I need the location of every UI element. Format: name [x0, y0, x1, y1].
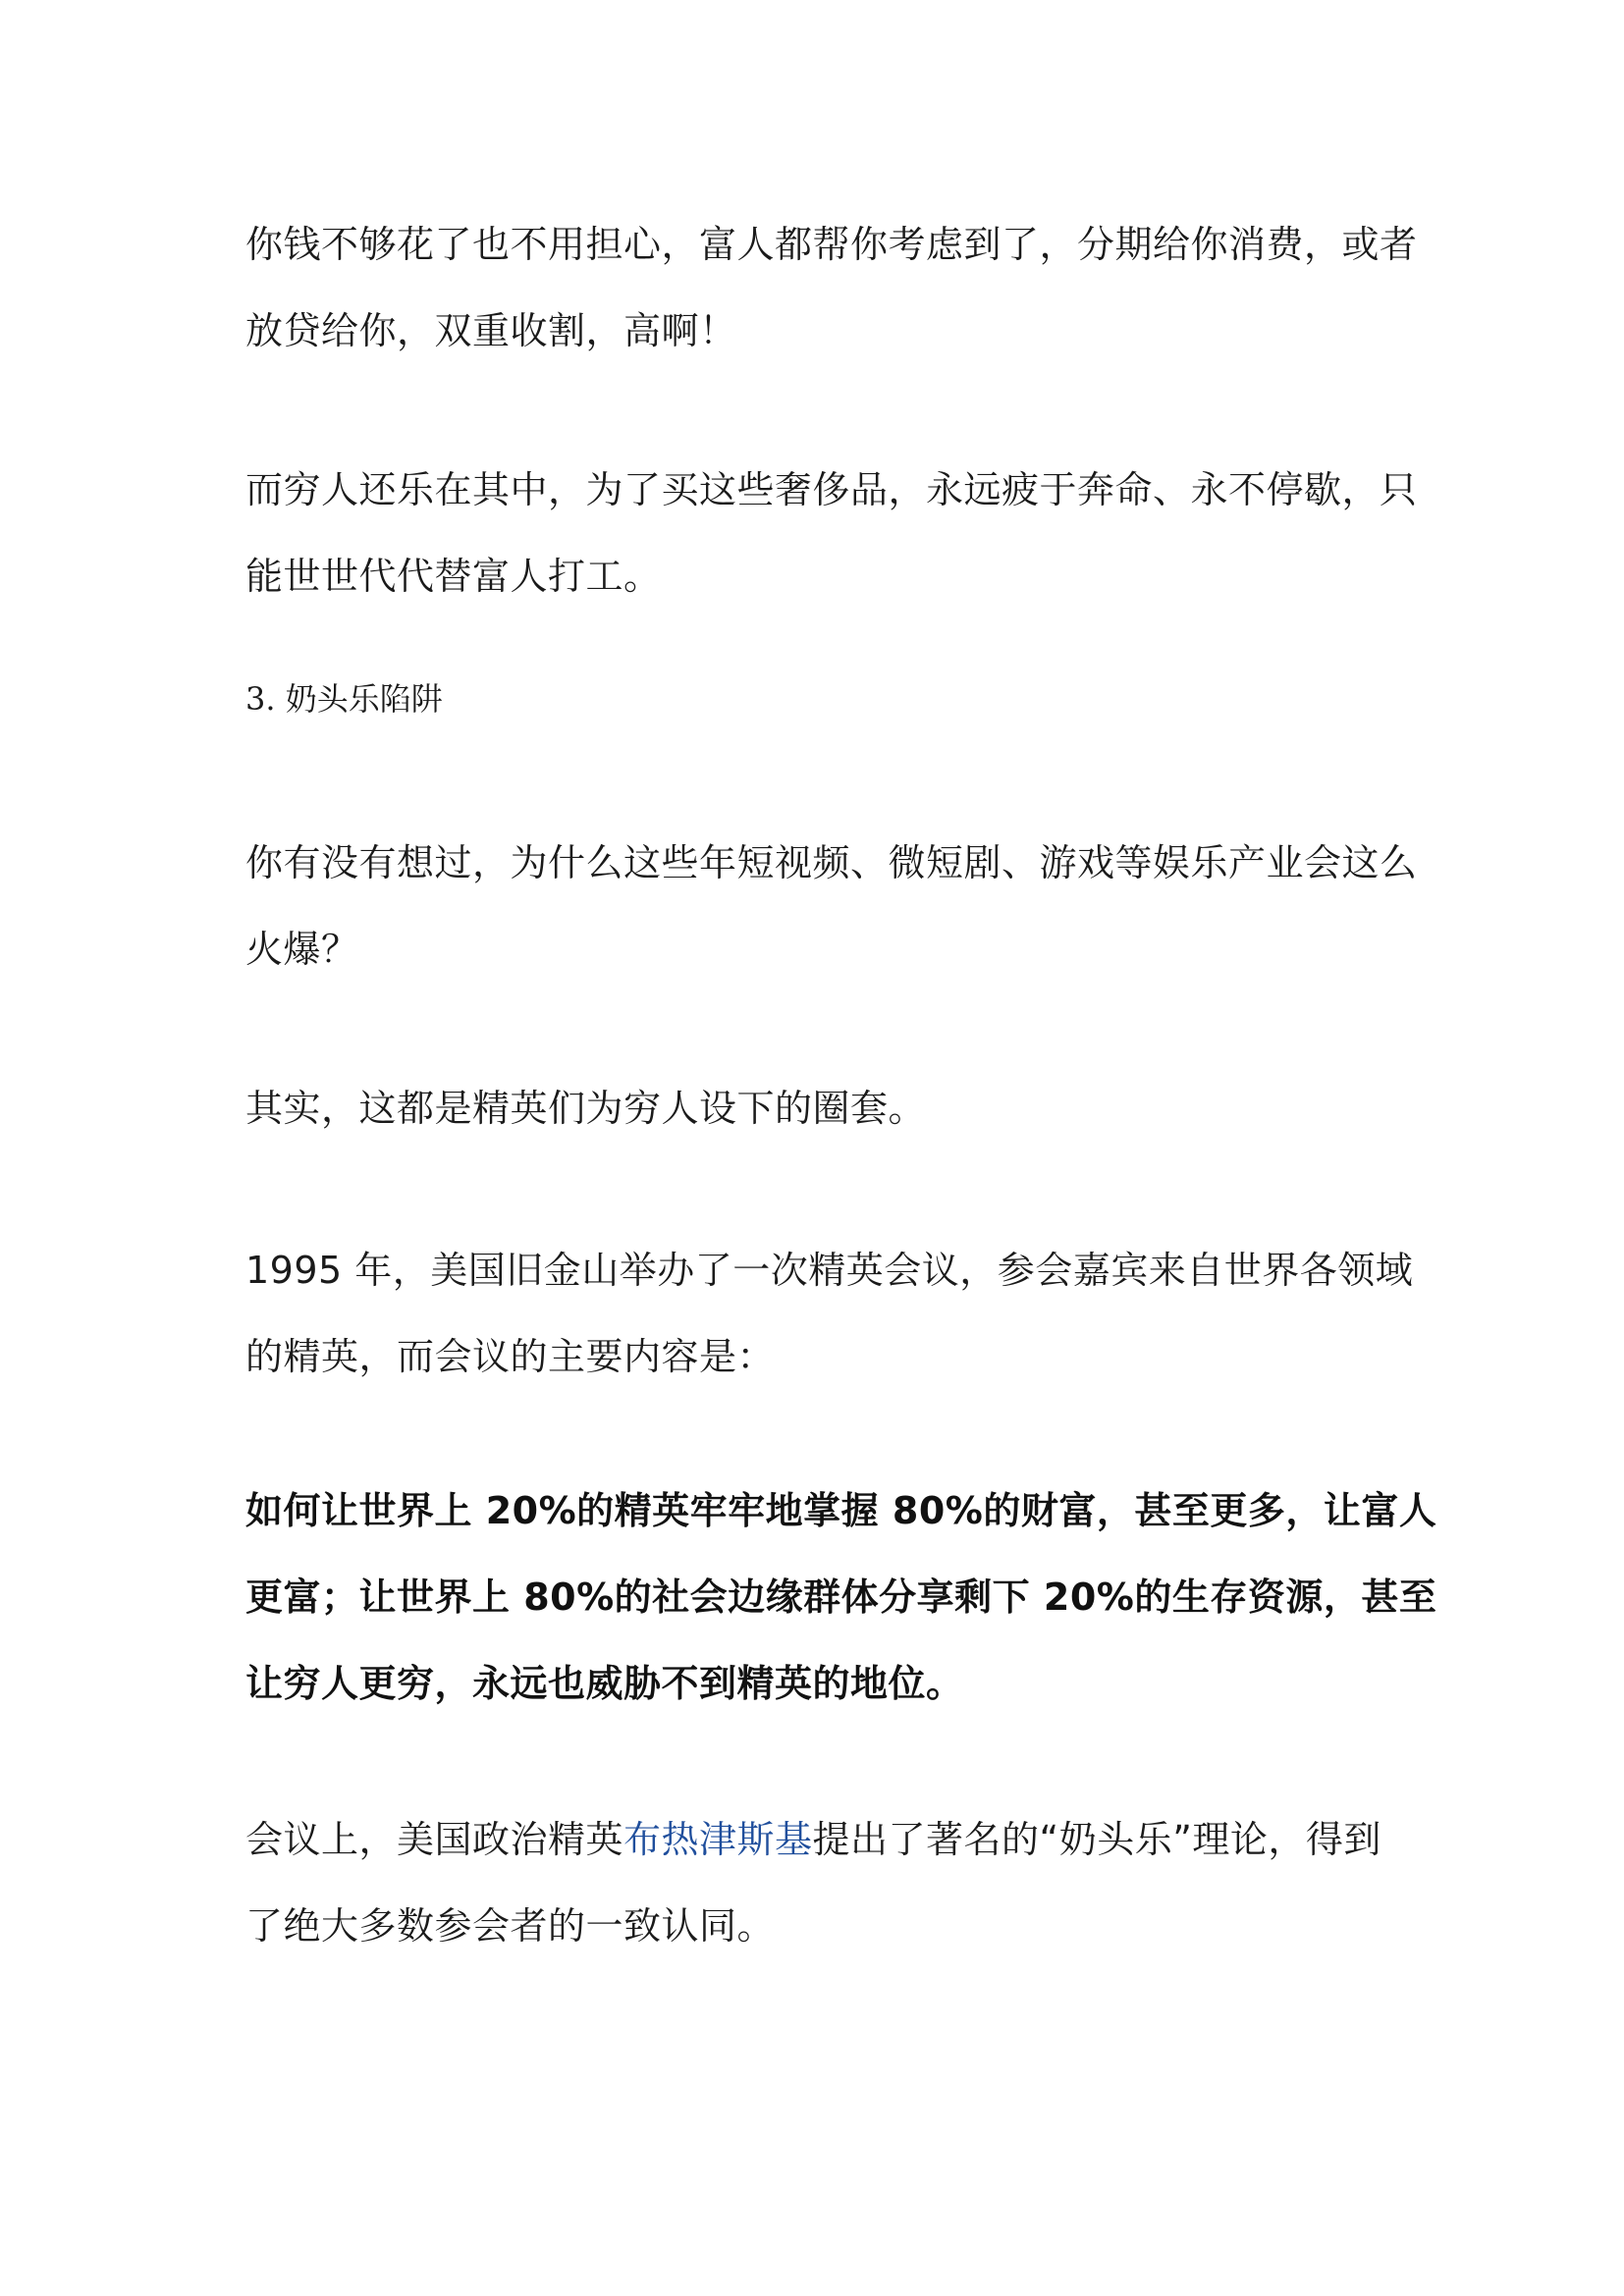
paragraph-meeting — [245, 1227, 1414, 1400]
paragraph-line: 的精英，而会议的主要内容是： — [245, 1335, 776, 1378]
paragraph-line: 如何让世界上 20%的精英牢牢地掌握 80%的财富，甚至更多，让富人 — [245, 1489, 1437, 1532]
paragraph-entertainment — [245, 820, 1418, 992]
paragraph-line: 火爆？ — [245, 928, 359, 971]
section-heading: 3. 奶头乐陷阱 — [245, 680, 443, 718]
paragraph-line: 你有没有想过，为什么这些年短视频、微短剧、游戏等娱乐产业会这么 — [245, 841, 1418, 884]
paragraph-line: 能世世代代替富人打工。 — [245, 555, 662, 598]
paragraph-line: 其实，这都是精英们为穷人设下的圈套。 — [245, 1087, 927, 1130]
paragraph-line — [245, 1796, 1384, 1883]
paragraph-theory — [245, 1796, 1384, 1969]
theory-text-pre: 会议上，美国政治精英 — [245, 1818, 624, 1861]
paragraph-installment — [245, 201, 1418, 374]
paragraph-poor-people — [245, 447, 1418, 619]
paragraph-line: 更富；让世界上 80%的社会边缘群体分享剩下 20%的生存资源，甚至 — [245, 1575, 1437, 1619]
paragraph-line: 你钱不够花了也不用担心，富人都帮你考虑到了，分期给你消费，或者 — [245, 223, 1418, 266]
paragraph-line: 了绝大多数参会者的一致认同。 — [245, 1904, 776, 1948]
paragraph-line: 放贷给你，双重收割，高啊！ — [245, 309, 737, 352]
paragraph-line: 而穷人还乐在其中，为了买这些奢侈品，永远疲于奔命、永不停歇，只 — [245, 468, 1418, 511]
paragraph-trap — [245, 1065, 1384, 1151]
theory-text-post: 提出了著名的“奶头乐”理论，得到 — [812, 1818, 1381, 1861]
person-link[interactable]: 布热津斯基 — [623, 1818, 813, 1861]
paragraph-line: 1995 年，美国旧金山举办了一次精英会议，参会嘉宾来自世界各领域 — [245, 1249, 1414, 1292]
paragraph-line: 让穷人更穷，永远也威胁不到精英的地位。 — [245, 1662, 964, 1705]
paragraph-bold-statement — [245, 1468, 1437, 1727]
